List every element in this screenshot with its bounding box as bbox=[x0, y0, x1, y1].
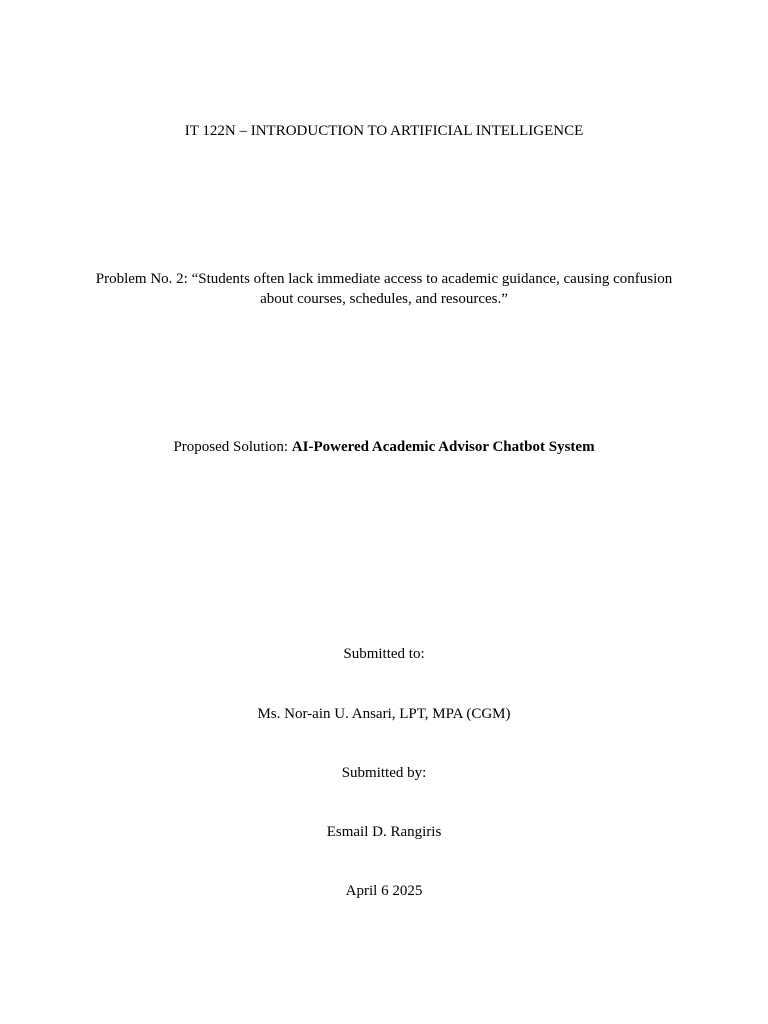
solution-label: Proposed Solution: bbox=[173, 439, 292, 455]
solution-title: AI-Powered Academic Advisor Chatbot System bbox=[291, 439, 595, 455]
instructor-name: Ms. Nor-ain U. Ansari, LPT, MPA (CGM) bbox=[257, 706, 511, 722]
submitted-by-label: Submitted by: bbox=[341, 765, 427, 781]
problem-statement: Problem No. 2: “Students often lack immediate access to academic guidance, causing confusion about courses, schedules, and resources.” bbox=[95, 271, 673, 307]
course-title: IT 122N – INTRODUCTION TO ARTIFICIAL INTELLIGENCE bbox=[184, 123, 584, 139]
submitted-to-label: Submitted to: bbox=[343, 646, 425, 662]
proposed-solution bbox=[0, 437, 768, 457]
student-name: Esmail D. Rangiris bbox=[326, 824, 442, 840]
submission-date: April 6 2025 bbox=[345, 883, 423, 899]
